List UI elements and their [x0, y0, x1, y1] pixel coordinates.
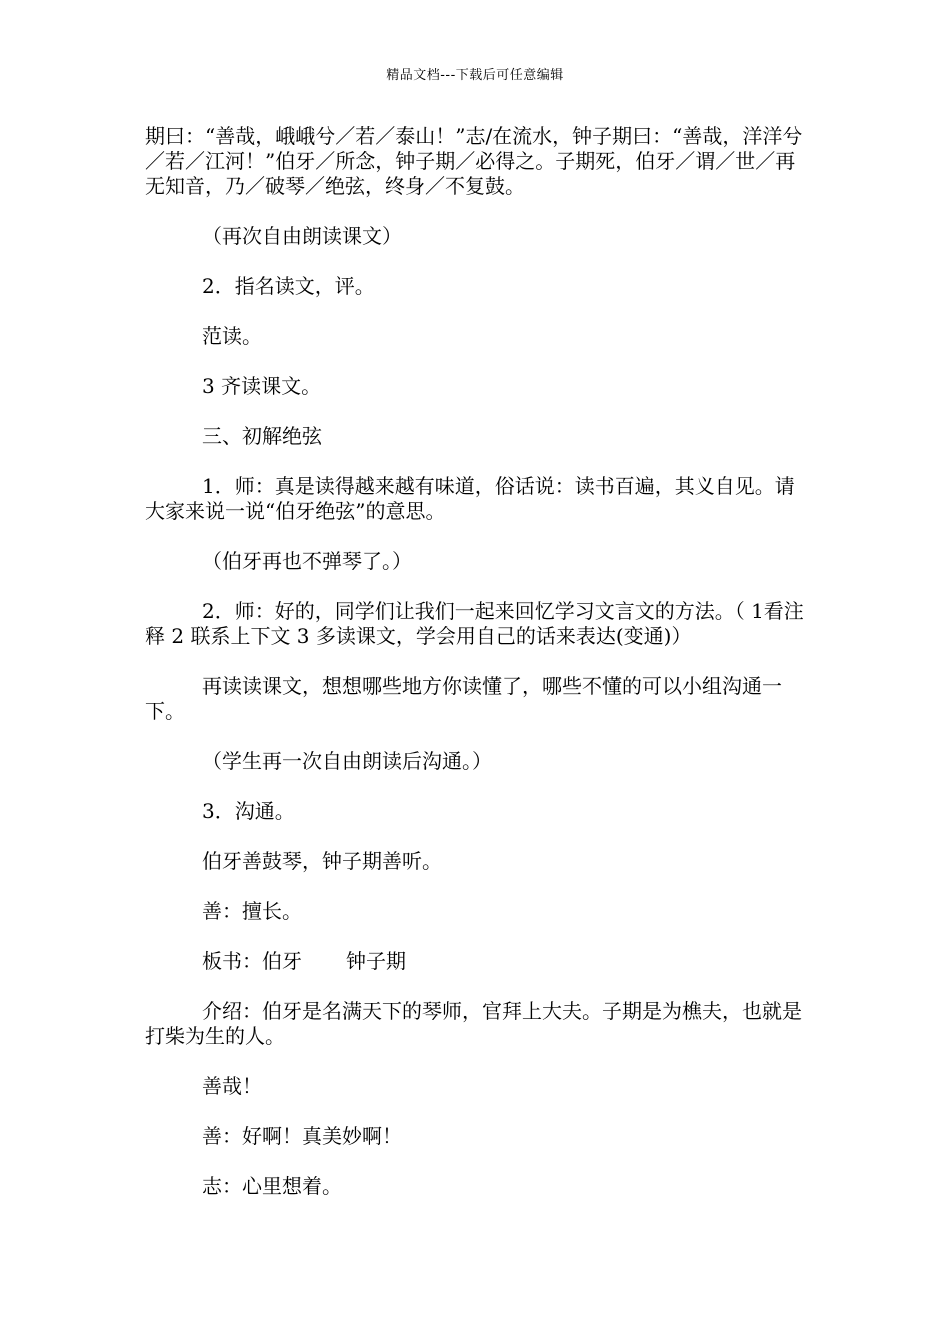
paragraph: （再次自由朗读课文） [202, 224, 402, 248]
section-heading: 三、初解绝弦 [202, 424, 322, 448]
paragraph: 再读读课文，想想哪些地方你读懂了，哪些不懂的可以小组沟通一下。 [145, 674, 782, 723]
paragraph: 伯牙善鼓琴，钟子期善听。 [202, 849, 442, 873]
paragraph: 善哉！ [202, 1074, 262, 1098]
paragraph: 期曰：“善哉，峨峨兮／若／泰山！”志/在流水，钟子期曰：“善哉，洋洋兮／若／江河！”伯牙／所念，钟子期／必得之。子期死，伯牙／谓／世／再无知音，乃／破琴／绝弦，终身／不复鼓。 [145, 124, 803, 198]
page-header: 精品文档---下载后可任意编辑 [386, 68, 564, 83]
paragraph: 范读。 [202, 324, 262, 348]
board-label: 板书：伯牙 [202, 949, 302, 973]
paragraph: 介绍：伯牙是名满天下的琴师，官拜上大夫。子期是为樵夫，也就是打柴为生的人。 [145, 999, 802, 1048]
blackboard-notes [145, 949, 810, 974]
paragraph: 1．师：真是读得越来越有味道，俗话说：读书百遍，其义自见。请大家来说一说“伯牙绝弦”的意思。 [145, 474, 795, 523]
paragraph: （学生再一次自由朗读后沟通。） [202, 749, 492, 773]
paragraph: 2．指名读文，评。 [202, 274, 375, 298]
board-name: 钟子期 [346, 949, 406, 973]
paragraph: 善：擅长。 [202, 899, 302, 923]
paragraph: 3．沟通。 [202, 799, 295, 823]
document-body [145, 124, 810, 1199]
paragraph: 志：心里想着。 [202, 1174, 342, 1198]
paragraph: 善：好啊！真美妙啊！ [202, 1124, 402, 1148]
paragraph: （伯牙再也不弹琴了。） [202, 549, 412, 573]
paragraph: 3 齐读课文。 [202, 374, 322, 398]
paragraph: 2．师：好的，同学们让我们一起来回忆学习文言文的方法。（ 1看注释 2 联系上下文 3 多读课文，学会用自己的话来表达(变通)） [145, 599, 804, 648]
